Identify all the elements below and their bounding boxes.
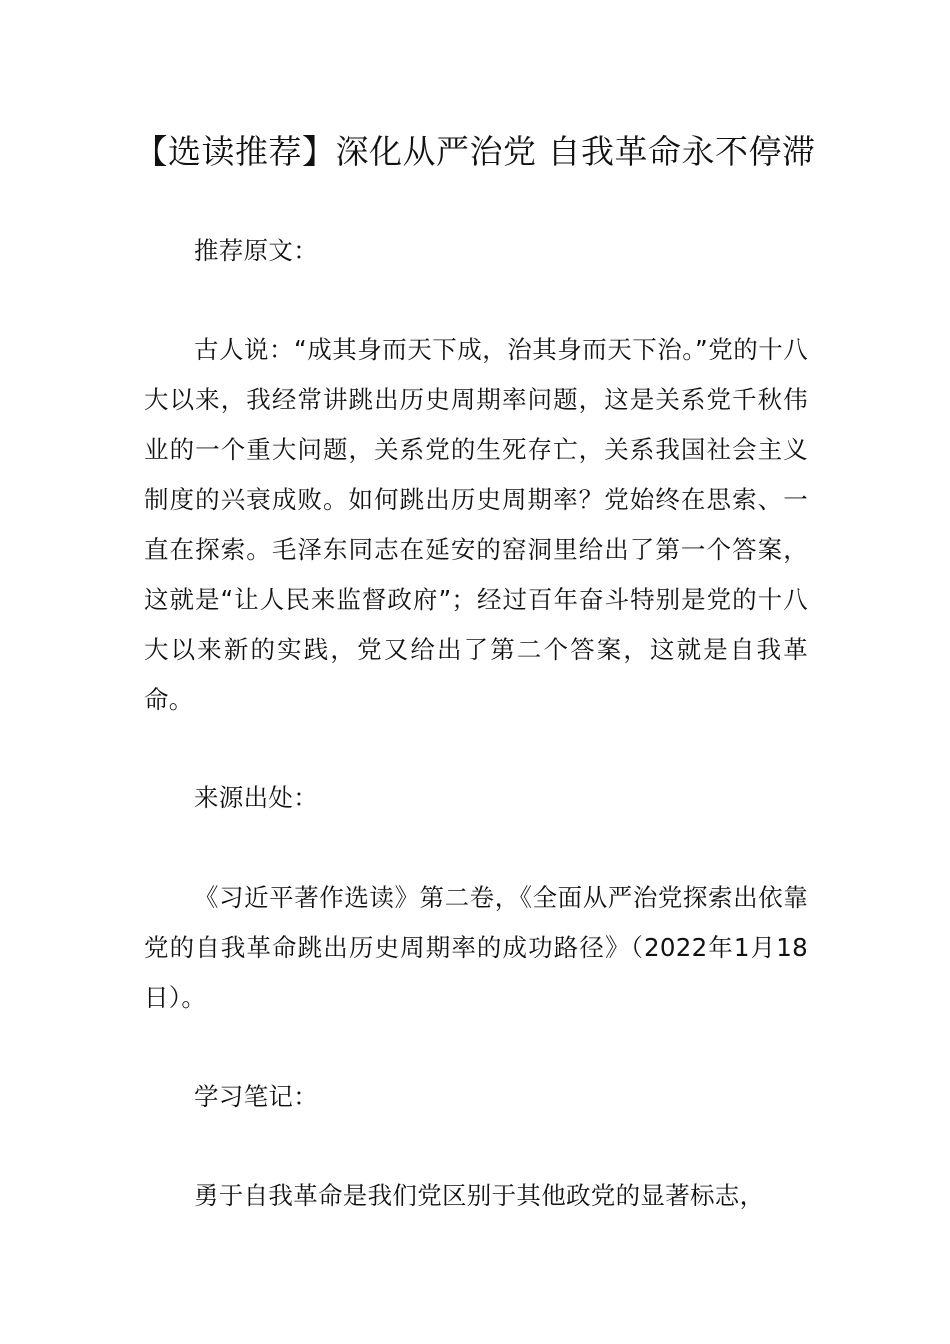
notes-heading: 学习笔记： — [194, 1082, 318, 1111]
source-heading: 来源出处： — [194, 783, 318, 812]
document-title: 【选读推荐】深化从严治党 自我革命永不停滞 — [134, 132, 816, 171]
recommend-heading: 推荐原文： — [194, 236, 318, 265]
source-text: 《习近平著作选读》第二卷，《全面从严治党探索出依靠党的自我革命跳出历史周期率的成功路径》（2022年1月18日）。 — [144, 883, 808, 1012]
recommend-text: 古人说：“成其身而天下成，治其身而天下治。”党的十八大以来，我经常讲跳出历史周期率问题，这是关系党千秋伟业的一个重大问题，关系党的生死存亡，关系我国社会主义制度的兴衰成败。如何跳出历史周期率？党始终在思索、一直在探索。毛泽东同志在延安的窑洞里给出了第一个答案，这就是“让人民来监督政府”；经过百年奋斗特别是党的十八大以来新的实践，党又给出了第二个答案，这就是自我革命。 — [144, 335, 808, 714]
notes-text: 勇于自我革命是我们党区别于其他政党的显著标志， — [194, 1181, 765, 1210]
